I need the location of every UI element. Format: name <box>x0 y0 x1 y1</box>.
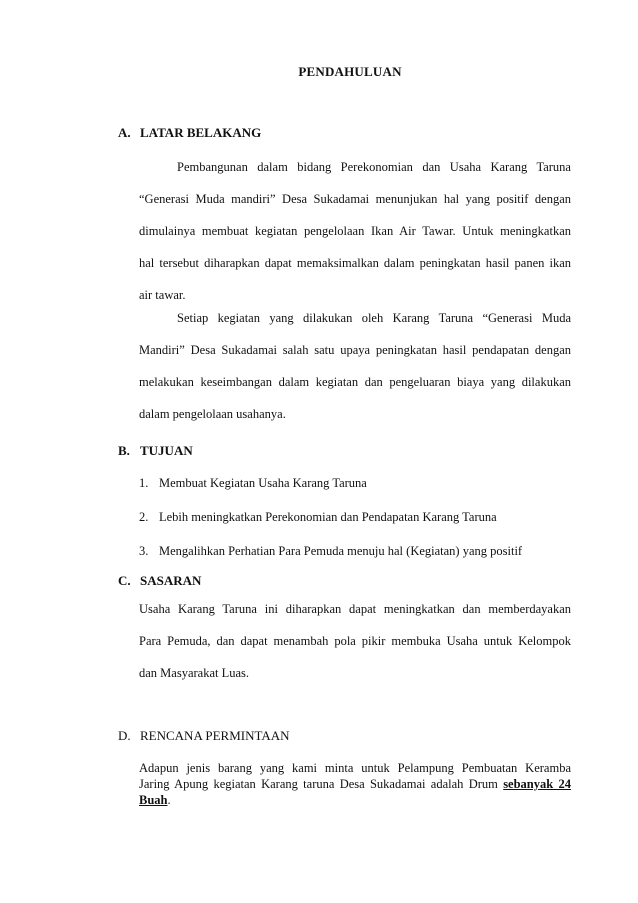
paragraph-line: Adapun jenis barang yang kami minta untuk Pelampung Pembuatan Keramba <box>139 761 571 775</box>
section-c-paragraph <box>139 602 571 698</box>
paragraph-punctuation: . <box>167 793 171 807</box>
list-item <box>139 509 571 543</box>
paragraph-line: dan Masyarakat Luas. <box>139 666 250 680</box>
section-d-paragraph <box>139 760 571 808</box>
section-letter: C. <box>118 573 131 588</box>
paragraph-line: melakukan keseimbangan dalam kegiatan dan pengeluaran biaya yang dilakukan <box>139 375 571 389</box>
paragraph-line: air tawar. <box>139 288 186 302</box>
paragraph-line: Setiap kegiatan yang dilakukan oleh Karang Taruna “Generasi Muda <box>177 311 571 325</box>
section-title: RENCANA PERMINTAAN <box>140 728 290 743</box>
list-number: 2. <box>139 510 149 524</box>
list-text: Membuat Kegiatan Usaha Karang Taruna <box>159 476 367 490</box>
paragraph-line: hal tersebut diharapkan dapat memaksimalkan dalam peningkatan hasil panen ikan <box>139 256 571 270</box>
list-text: Lebih meningkatkan Perekonomian dan Pendapatan Karang Taruna <box>159 510 497 524</box>
section-d-heading <box>118 728 290 744</box>
paragraph-line: dalam pengelolaan usahanya. <box>139 407 286 421</box>
section-b-heading <box>118 443 193 459</box>
paragraph-line: Mandiri” Desa Sukadamai salah satu upaya peningkatan hasil pendapatan dengan <box>139 343 571 357</box>
paragraph-line: Usaha Karang Taruna ini diharapkan dapat meningkatkan dan memberdayakan <box>139 602 571 616</box>
list-number: 1. <box>139 476 149 490</box>
paragraph-line: Pembangunan dalam bidang Perekonomian dan Usaha Karang Taruna <box>177 160 571 174</box>
unit-emphasis: Buah <box>139 793 168 807</box>
paragraph-text: Jaring Apung kegiatan Karang taruna Desa Sukadamai adalah Drum <box>139 777 498 791</box>
section-title: SASARAN <box>140 573 202 588</box>
objectives-list <box>139 475 571 577</box>
paragraph-line: Para Pemuda, dan dapat menambah pola pikir membuka Usaha untuk Kelompok <box>139 634 571 648</box>
quantity-emphasis: sebanyak 24 <box>503 777 571 791</box>
section-a-heading <box>118 125 261 141</box>
section-title: LATAR BELAKANG <box>140 125 262 140</box>
page-title: PENDAHULUAN <box>298 64 402 79</box>
paragraph-line <box>139 776 571 792</box>
paragraph-line: “Generasi Muda mandiri” Desa Sukadamai menunjukan hal yang positif dengan <box>139 192 571 206</box>
section-letter: B. <box>118 443 130 458</box>
section-title: TUJUAN <box>140 443 193 458</box>
section-letter: A. <box>118 125 131 140</box>
section-c-heading <box>118 573 201 589</box>
section-letter: D. <box>118 728 131 743</box>
paragraph-line <box>139 792 571 808</box>
list-item <box>139 475 571 509</box>
section-a-paragraph-2 <box>139 311 571 439</box>
list-number: 3. <box>139 544 149 558</box>
list-item <box>139 543 571 577</box>
section-a-paragraph-1 <box>139 160 571 320</box>
list-text: Mengalihkan Perhatian Para Pemuda menuju hal (Kegiatan) yang positif <box>159 544 523 558</box>
paragraph-line: dimulainya membuat kegiatan pengelolaan Ikan Air Tawar. Untuk meningkatkan <box>139 224 571 238</box>
